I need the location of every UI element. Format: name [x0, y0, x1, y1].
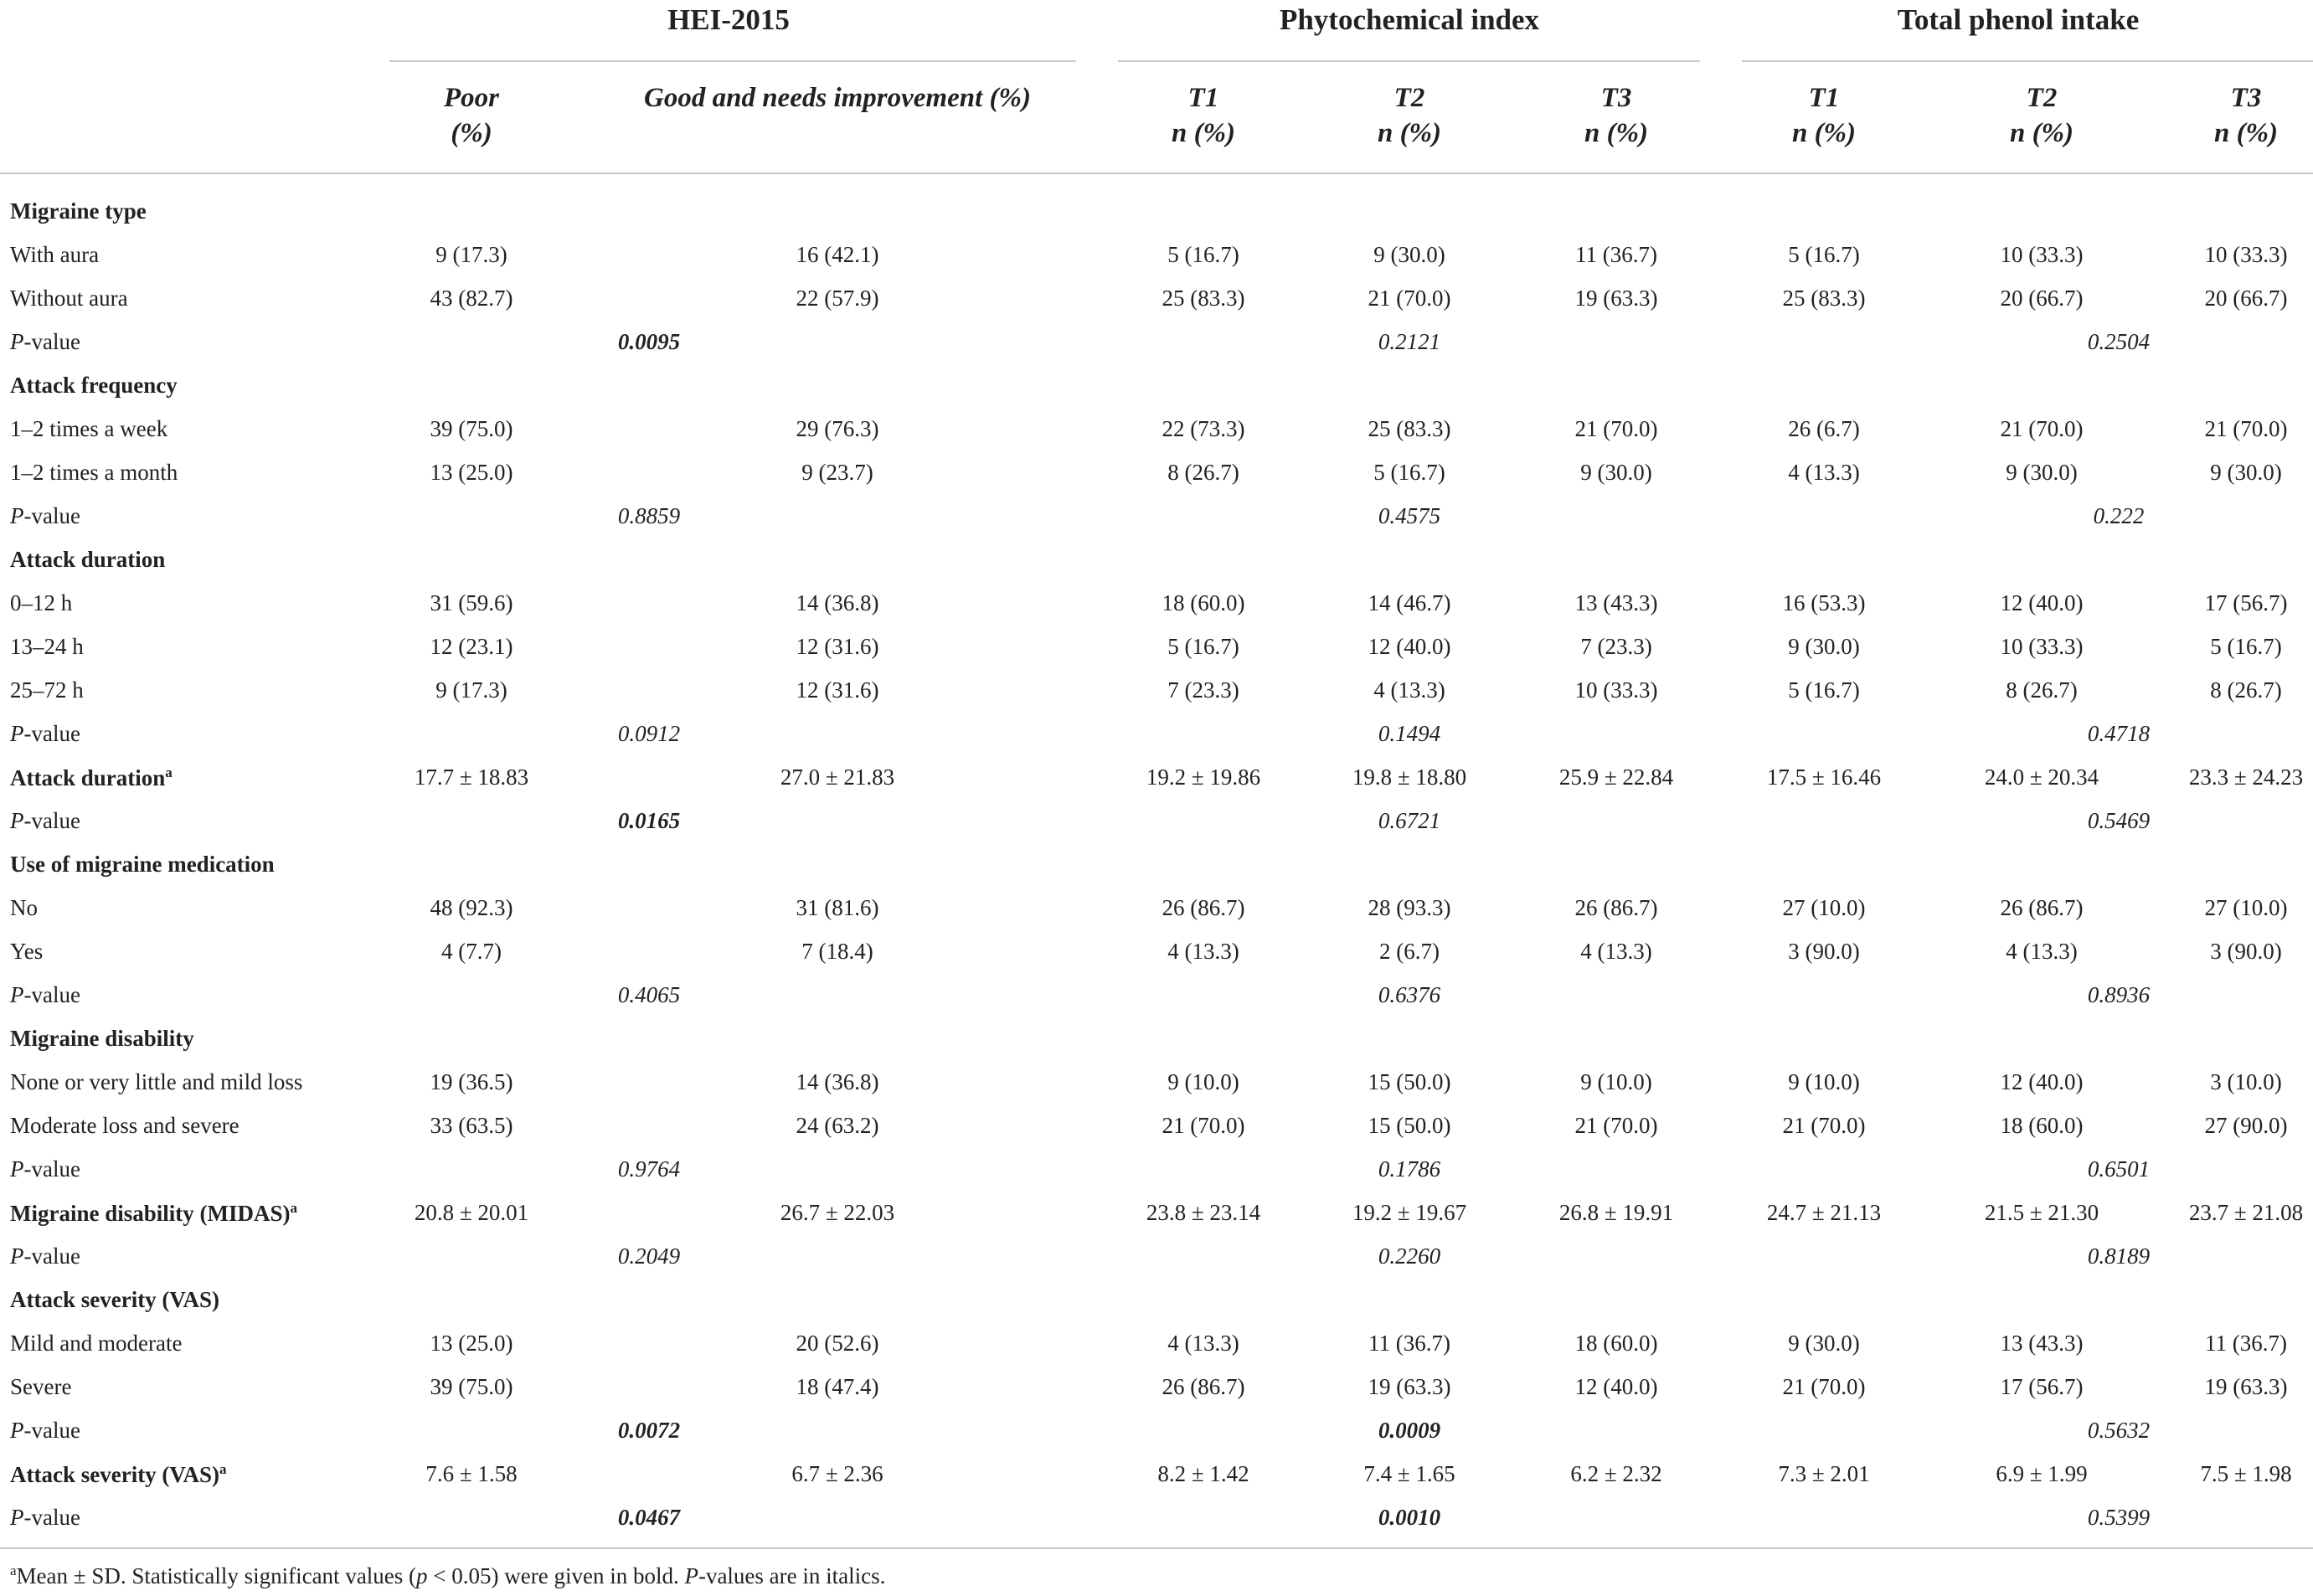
- row-label: [10, 677, 84, 703]
- table-cell: 12 (31.6): [796, 634, 879, 659]
- column-header-unit: n (%): [2009, 118, 2074, 148]
- section-label: [10, 852, 275, 878]
- p-label-italic: P: [10, 982, 24, 1007]
- table-cell: 9 (30.0): [2006, 460, 2078, 485]
- table-bottom-rule: [0, 1547, 2313, 1549]
- row-label-text: Use of migraine medication: [10, 852, 275, 877]
- table-cell: 13 (25.0): [430, 460, 513, 485]
- row-label: [10, 1200, 297, 1227]
- table-cell: 39 (75.0): [430, 416, 513, 441]
- row-label-text: With aura: [10, 242, 100, 267]
- column-header-label: Good and needs improvement (%): [644, 83, 1031, 113]
- row-label-text: Attack severity (VAS): [10, 1287, 219, 1312]
- header-bottom-rule: [0, 172, 2313, 174]
- p-label-rest: -value: [23, 1156, 80, 1182]
- table-cell: 4 (13.3): [1167, 1331, 1239, 1356]
- row-label-text: Attack frequency: [10, 373, 178, 398]
- p-value: 0.8859: [617, 503, 681, 528]
- row-label: [10, 1113, 240, 1139]
- footnote-text-1: Mean ± SD. Statistically significant values (: [16, 1563, 417, 1588]
- group-underline-hei: [389, 60, 1076, 62]
- column-header-label: T2: [2026, 83, 2058, 113]
- group-header-hei-2015: HEI-2015: [667, 3, 790, 36]
- p-label-rest: -value: [23, 503, 80, 528]
- table-cell: 28 (93.3): [1368, 895, 1451, 920]
- p-value-label: [10, 1505, 80, 1531]
- column-header-label: T3: [1600, 83, 1632, 113]
- table-cell: 25.9 ± 22.84: [1558, 765, 1674, 790]
- p-label-rest: -value: [23, 1243, 80, 1269]
- table-cell: 27 (90.0): [2204, 1113, 2288, 1138]
- table-cell: 3 (90.0): [1788, 939, 1860, 964]
- table-cell: 4 (13.3): [1373, 677, 1445, 703]
- row-label-text: Migraine type: [10, 198, 147, 224]
- p-label-italic: P: [10, 1505, 24, 1530]
- p-label-italic: P: [10, 1156, 24, 1182]
- p-label-italic: P: [10, 1418, 24, 1443]
- row-label-text: 0–12 h: [10, 590, 73, 615]
- table-cell: 19 (36.5): [430, 1069, 513, 1094]
- column-header-label: Poor: [444, 83, 499, 113]
- row-label-text: Migraine disability: [10, 1026, 194, 1051]
- p-label-rest: -value: [23, 1505, 80, 1530]
- column-header-unit: (%): [451, 118, 492, 148]
- group-underline-phenol: [1742, 60, 2313, 62]
- table-cell: 12 (40.0): [2000, 1069, 2084, 1094]
- table-cell: 17.7 ± 18.83: [414, 765, 529, 790]
- table-cell: 8 (26.7): [1167, 460, 1239, 485]
- column-header: [1584, 80, 1648, 151]
- p-value-label: [10, 808, 80, 834]
- column-header: [2010, 80, 2073, 151]
- p-value: 0.1494: [1378, 721, 1441, 746]
- column-header-label: T1: [1808, 83, 1840, 113]
- p-value-label: [10, 1418, 80, 1444]
- table-cell: 11 (36.7): [1575, 242, 1657, 267]
- table-cell: 6.2 ± 2.32: [1570, 1461, 1662, 1486]
- group-underline-phytochemical: [1118, 60, 1700, 62]
- footnote-p: p: [416, 1563, 428, 1588]
- p-value-label: [10, 503, 80, 529]
- table-cell: 4 (13.3): [1167, 939, 1239, 964]
- table-footnote: [10, 1563, 885, 1589]
- table-cell: 21 (70.0): [1782, 1113, 1866, 1138]
- table-cell: 23.3 ± 24.23: [2188, 765, 2304, 790]
- row-label-text: Severe: [10, 1374, 72, 1399]
- table-cell: 14 (36.8): [796, 1069, 879, 1094]
- p-value: 0.6376: [1378, 982, 1441, 1007]
- p-value: 0.0095: [617, 329, 681, 354]
- table-cell: 24.0 ± 20.34: [1984, 765, 2099, 790]
- p-value-label: [10, 1243, 80, 1269]
- table-cell: 5 (16.7): [1788, 242, 1860, 267]
- section-label: [10, 373, 178, 399]
- row-label-text: 1–2 times a month: [10, 460, 178, 485]
- table-cell: 10 (33.3): [2000, 634, 2084, 659]
- table-cell: 18 (60.0): [2000, 1113, 2084, 1138]
- row-label-text: No: [10, 895, 38, 920]
- table-cell: 48 (92.3): [430, 895, 513, 920]
- p-label-italic: P: [10, 721, 24, 746]
- table-cell: 20.8 ± 20.01: [414, 1200, 529, 1225]
- footnote-P: P: [684, 1563, 698, 1588]
- table-cell: 9 (10.0): [1580, 1069, 1652, 1094]
- table-cell: 7 (18.4): [801, 939, 873, 964]
- p-value: 0.222: [2093, 503, 2145, 528]
- table-cell: 24 (63.2): [796, 1113, 879, 1138]
- table-cell: 7.3 ± 2.01: [1778, 1461, 1870, 1486]
- table-cell: 6.7 ± 2.36: [791, 1461, 883, 1486]
- table-cell: 26 (6.7): [1788, 416, 1860, 441]
- section-label: [10, 547, 165, 573]
- p-value: 0.6721: [1378, 808, 1441, 833]
- row-label-text: Moderate loss and severe: [10, 1113, 240, 1138]
- table-cell: 25 (83.3): [1162, 286, 1245, 311]
- row-label: [10, 286, 128, 311]
- table-cell: 16 (53.3): [1782, 590, 1866, 615]
- table-cell: 31 (59.6): [430, 590, 513, 615]
- p-value: 0.0912: [617, 721, 681, 746]
- table-cell: 19.2 ± 19.67: [1352, 1200, 1467, 1225]
- table-cell: 21 (70.0): [1368, 286, 1451, 311]
- row-label-text: Without aura: [10, 286, 128, 311]
- p-value: 0.1786: [1378, 1156, 1441, 1182]
- row-label-text: Attack duration: [10, 547, 166, 572]
- table-cell: 21 (70.0): [2000, 416, 2084, 441]
- table-cell: 4 (7.7): [441, 939, 502, 964]
- p-value: 0.5632: [2087, 1418, 2151, 1443]
- row-label: [10, 1069, 302, 1095]
- p-value: 0.2121: [1378, 329, 1441, 354]
- table-cell: 20 (66.7): [2204, 286, 2288, 311]
- table-cell: 5 (16.7): [2210, 634, 2282, 659]
- p-value-label: [10, 1156, 80, 1182]
- table-cell: 5 (16.7): [1167, 634, 1239, 659]
- table-cell: 21 (70.0): [2204, 416, 2288, 441]
- table-cell: 3 (10.0): [2210, 1069, 2282, 1094]
- row-label: [10, 1461, 226, 1488]
- footnote-marker: a: [10, 1563, 17, 1578]
- table-cell: 7.4 ± 1.65: [1363, 1461, 1455, 1486]
- table-cell: 26.8 ± 19.91: [1558, 1200, 1674, 1225]
- footnote-marker: a: [219, 1461, 227, 1477]
- footnote-marker: a: [165, 765, 173, 780]
- row-label: [10, 1331, 182, 1357]
- table-cell: 5 (16.7): [1167, 242, 1239, 267]
- table-cell: 8 (26.7): [2006, 677, 2078, 703]
- table-cell: 15 (50.0): [1368, 1113, 1451, 1138]
- table-cell: 20 (66.7): [2000, 286, 2084, 311]
- p-value: 0.2049: [617, 1243, 681, 1269]
- p-value-label: [10, 721, 80, 747]
- row-label-text: Mild and moderate: [10, 1331, 183, 1356]
- table-cell: 19.2 ± 19.86: [1146, 765, 1261, 790]
- table-cell: 2 (6.7): [1379, 939, 1440, 964]
- p-value-label: [10, 982, 80, 1008]
- table-cell: 26 (86.7): [1574, 895, 1658, 920]
- table-cell: 26 (86.7): [2000, 895, 2084, 920]
- table-cell: 25 (83.3): [1782, 286, 1866, 311]
- table-cell: 11 (36.7): [2205, 1331, 2287, 1356]
- table-cell: 27.0 ± 21.83: [780, 765, 895, 790]
- column-header: [444, 80, 499, 151]
- table-cell: 7.5 ± 1.98: [2200, 1461, 2292, 1486]
- p-value: 0.0009: [1378, 1418, 1441, 1443]
- p-label-rest: -value: [23, 808, 80, 833]
- p-value: 0.2504: [2087, 329, 2151, 354]
- row-label: [10, 634, 84, 660]
- table-cell: 9 (17.3): [435, 677, 507, 703]
- table-cell: 7.6 ± 1.58: [425, 1461, 518, 1486]
- table-cell: 8.2 ± 1.42: [1157, 1461, 1249, 1486]
- column-header: [1792, 80, 1856, 151]
- p-value: 0.0072: [617, 1418, 681, 1443]
- table-cell: 16 (42.1): [796, 242, 879, 267]
- column-header-unit: n (%): [2213, 118, 2279, 148]
- table-cell: 21 (70.0): [1574, 1113, 1658, 1138]
- p-value: 0.0467: [617, 1505, 681, 1530]
- column-header-unit: n (%): [1377, 118, 1442, 148]
- row-label-text: 13–24 h: [10, 634, 84, 659]
- table-cell: 33 (63.5): [430, 1113, 513, 1138]
- table-cell: 9 (10.0): [1788, 1069, 1860, 1094]
- p-label-rest: -value: [23, 721, 80, 746]
- p-value: 0.5469: [2087, 808, 2151, 833]
- row-label: [10, 242, 99, 268]
- table-cell: 18 (47.4): [796, 1374, 879, 1399]
- footnote-marker: a: [290, 1200, 297, 1216]
- column-header-unit: n (%): [1791, 118, 1857, 148]
- p-value: 0.0165: [617, 808, 681, 833]
- p-value: 0.0010: [1378, 1505, 1441, 1530]
- table-cell: 13 (25.0): [430, 1331, 513, 1356]
- section-label: [10, 1287, 219, 1313]
- table-cell: 43 (82.7): [430, 286, 513, 311]
- p-label-rest: -value: [23, 1418, 80, 1443]
- row-label-text: Attack duration: [10, 765, 166, 790]
- table-cell: 23.7 ± 21.08: [2188, 1200, 2304, 1225]
- table-cell: 12 (23.1): [430, 634, 513, 659]
- table-cell: 5 (16.7): [1788, 677, 1860, 703]
- table-cell: 21 (70.0): [1574, 416, 1658, 441]
- table-cell: 9 (30.0): [1580, 460, 1652, 485]
- table-cell: 25 (83.3): [1368, 416, 1451, 441]
- table-cell: 7 (23.3): [1580, 634, 1652, 659]
- row-label: [10, 416, 167, 442]
- row-label: [10, 765, 173, 791]
- table-cell: 4 (13.3): [1580, 939, 1652, 964]
- section-label: [10, 198, 147, 224]
- column-header-label: T3: [2230, 83, 2262, 113]
- table-cell: 19 (63.3): [1574, 286, 1658, 311]
- table-cell: 10 (33.3): [2000, 242, 2084, 267]
- column-header: [644, 80, 1031, 116]
- table-cell: 27 (10.0): [1782, 895, 1866, 920]
- row-label-text: 25–72 h: [10, 677, 84, 703]
- table-cell: 31 (81.6): [796, 895, 879, 920]
- p-label-italic: P: [10, 329, 24, 354]
- table-cell: 10 (33.3): [2204, 242, 2288, 267]
- p-value-label: [10, 329, 80, 355]
- row-label: [10, 895, 38, 921]
- table-cell: 4 (13.3): [2006, 939, 2078, 964]
- table-cell: 12 (31.6): [796, 677, 879, 703]
- row-label: [10, 590, 72, 616]
- table-cell: 20 (52.6): [796, 1331, 879, 1356]
- p-label-rest: -value: [23, 982, 80, 1007]
- row-label: [10, 939, 43, 965]
- table-cell: 26.7 ± 22.03: [780, 1200, 895, 1225]
- table-cell: 9 (30.0): [1788, 634, 1860, 659]
- table-cell: 19 (63.3): [2204, 1374, 2288, 1399]
- table-cell: 26 (86.7): [1162, 895, 1245, 920]
- column-header: [1378, 80, 1441, 151]
- group-header-total-phenol-intake: Total phenol intake: [1897, 3, 2140, 36]
- table-cell: 19.8 ± 18.80: [1352, 765, 1467, 790]
- table-cell: 17 (56.7): [2204, 590, 2288, 615]
- table-cell: 39 (75.0): [430, 1374, 513, 1399]
- table-cell: 9 (30.0): [1788, 1331, 1860, 1356]
- p-value: 0.4718: [2087, 721, 2151, 746]
- p-value: 0.5399: [2087, 1505, 2151, 1530]
- table-cell: 21 (70.0): [1162, 1113, 1245, 1138]
- table-cell: 7 (23.3): [1167, 677, 1239, 703]
- table-cell: 10 (33.3): [1574, 677, 1658, 703]
- table-cell: 12 (40.0): [1574, 1374, 1658, 1399]
- table-cell: 13 (43.3): [2000, 1331, 2084, 1356]
- table-cell: 8 (26.7): [2210, 677, 2282, 703]
- table-cell: 23.8 ± 23.14: [1146, 1200, 1261, 1225]
- table-cell: 19 (63.3): [1368, 1374, 1451, 1399]
- p-label-italic: P: [10, 503, 24, 528]
- table-cell: 12 (40.0): [1368, 634, 1451, 659]
- section-label: [10, 1026, 194, 1052]
- table-cell: 18 (60.0): [1162, 590, 1245, 615]
- row-label-text: Attack severity (VAS): [10, 1462, 219, 1487]
- column-header-label: T1: [1187, 83, 1219, 113]
- column-header-label: T2: [1393, 83, 1425, 113]
- column-header: [2214, 80, 2278, 151]
- table-cell: 18 (60.0): [1574, 1331, 1658, 1356]
- row-label: [10, 460, 178, 486]
- column-header-unit: n (%): [1171, 118, 1236, 148]
- p-value: 0.4575: [1378, 503, 1441, 528]
- table-cell: 27 (10.0): [2204, 895, 2288, 920]
- table-cell: 15 (50.0): [1368, 1069, 1451, 1094]
- column-header-unit: n (%): [1584, 118, 1649, 148]
- table-cell: 9 (30.0): [1373, 242, 1445, 267]
- row-label-text: None or very little and mild loss: [10, 1069, 303, 1094]
- group-header-phytochemical-index: Phytochemical index: [1279, 3, 1540, 36]
- table-cell: 4 (13.3): [1788, 460, 1860, 485]
- table-cell: 5 (16.7): [1373, 460, 1445, 485]
- p-value: 0.9764: [617, 1156, 681, 1182]
- table-cell: 29 (76.3): [796, 416, 879, 441]
- p-value: 0.4065: [617, 982, 681, 1007]
- row-label: [10, 1374, 71, 1400]
- table-cell: 9 (23.7): [801, 460, 873, 485]
- p-label-italic: P: [10, 1243, 24, 1269]
- footnote-text-2: < 0.05) were given in bold.: [427, 1563, 685, 1588]
- table-cell: 21.5 ± 21.30: [1984, 1200, 2099, 1225]
- table-cell: 12 (40.0): [2000, 590, 2084, 615]
- table-cell: 6.9 ± 1.99: [1996, 1461, 2088, 1486]
- table-cell: 17.5 ± 16.46: [1766, 765, 1882, 790]
- p-value: 0.8936: [2087, 982, 2151, 1007]
- p-label-italic: P: [10, 808, 24, 833]
- table-cell: 9 (17.3): [435, 242, 507, 267]
- table-cell: 17 (56.7): [2000, 1374, 2084, 1399]
- table-cell: 22 (57.9): [796, 286, 879, 311]
- table-cell: 26 (86.7): [1162, 1374, 1245, 1399]
- table-cell: 11 (36.7): [1368, 1331, 1450, 1356]
- table-cell: 3 (90.0): [2210, 939, 2282, 964]
- table-cell: 9 (30.0): [2210, 460, 2282, 485]
- table-cell: 22 (73.3): [1162, 416, 1245, 441]
- row-label-text: Migraine disability (MIDAS): [10, 1201, 291, 1226]
- table-cell: 14 (46.7): [1368, 590, 1451, 615]
- row-label-text: 1–2 times a week: [10, 416, 168, 441]
- footnote-text-3: -values are in italics.: [698, 1563, 886, 1588]
- p-value: 0.6501: [2087, 1156, 2151, 1182]
- p-value: 0.2260: [1378, 1243, 1441, 1269]
- table-cell: 21 (70.0): [1782, 1374, 1866, 1399]
- table-cell: 13 (43.3): [1574, 590, 1658, 615]
- table-cell: 9 (10.0): [1167, 1069, 1239, 1094]
- row-label-text: Yes: [10, 939, 44, 964]
- p-value: 0.8189: [2087, 1243, 2151, 1269]
- p-label-rest: -value: [23, 329, 80, 354]
- table-cell: 14 (36.8): [796, 590, 879, 615]
- column-header: [1172, 80, 1235, 151]
- table-cell: 24.7 ± 21.13: [1766, 1200, 1882, 1225]
